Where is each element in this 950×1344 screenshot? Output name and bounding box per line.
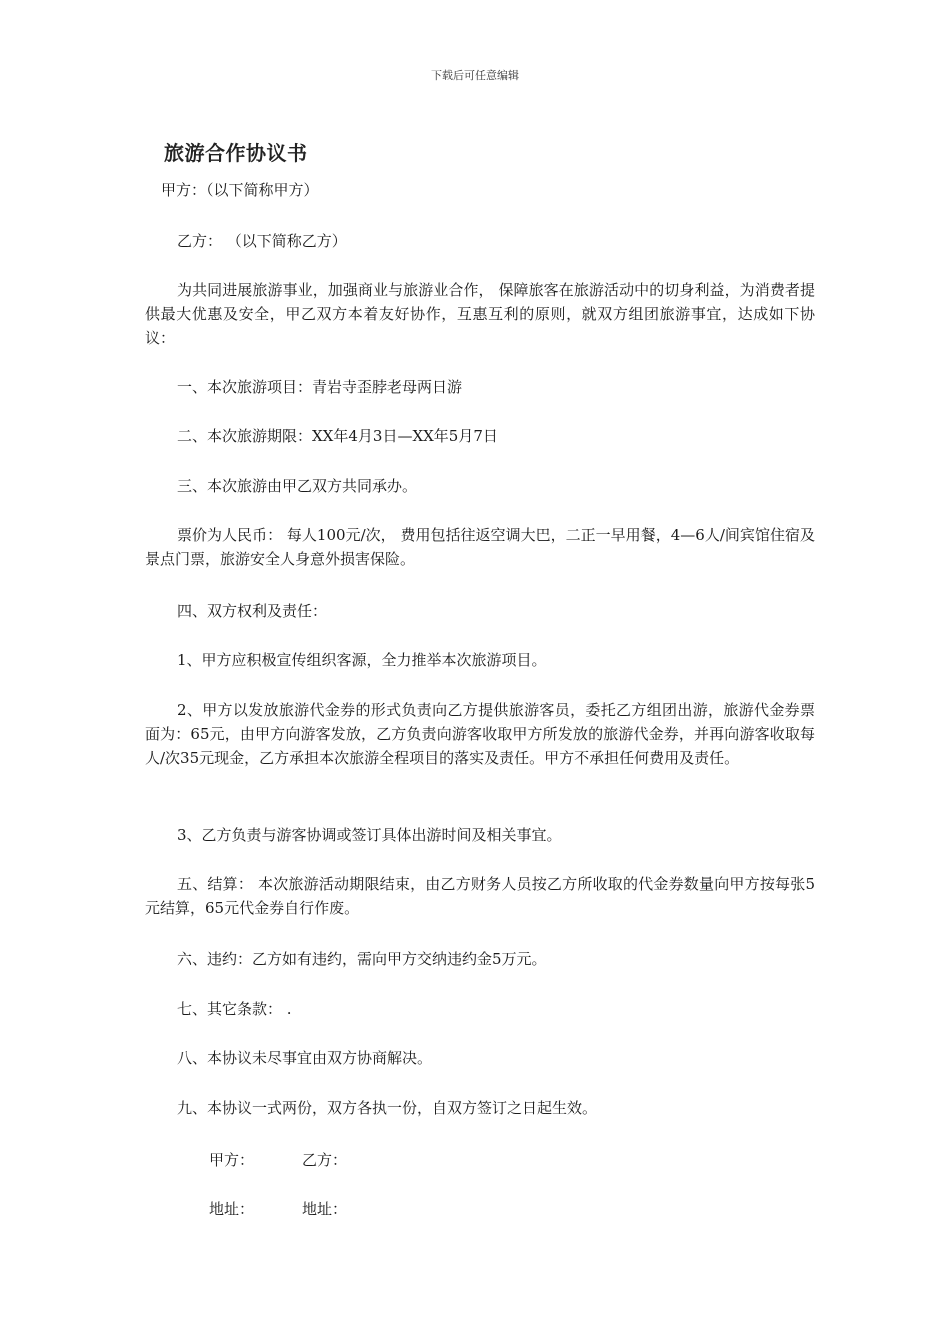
party-a-line: 甲方：（以下简称甲方） [161, 181, 319, 199]
intro-paragraph: 为共同进展旅游事业，加强商业与旅游业合作， 保障旅客在旅游活动中的切身利益，为消费者提供最大优惠及安全，甲乙双方本着友好协作，互惠互利的原则，就双方组团旅游事宜，达成如下协议： [145, 281, 815, 347]
document-title: 旅游合作协议书 [164, 141, 308, 165]
clause-3: 三、本次旅游由甲乙双方共同承办。 [177, 477, 418, 495]
clause-2: 二、本次旅游期限：XX年4月3日—XX年5月7日 [177, 427, 498, 445]
clause-7: 七、其它条款： . [177, 1000, 292, 1018]
party-b-signature-label: 乙方： [302, 1151, 348, 1169]
party-a-signature-label: 甲方： [209, 1151, 255, 1169]
clause-5: 五、结算： 本次旅游活动期限结束，由乙方财务人员按乙方所收取的代金券数量向甲方按每张5元结算，65元代金券自行作废。 [145, 875, 815, 917]
party-a-address-label: 地址： [209, 1200, 255, 1218]
clause-8: 八、本协议未尽事宜由双方协商解决。 [177, 1049, 433, 1067]
party-b-address-label: 地址： [302, 1200, 348, 1218]
clause-1: 一、本次旅游项目：青岩寺歪脖老母两日游 [177, 378, 463, 396]
clause-4-2: 2、甲方以发放旅游代金券的形式负责向乙方提供旅游客员，委托乙方组团出游，旅游代金券票面为：65元，由甲方向游客发放，乙方负责向游客收取甲方所发放的旅游代金券，并再向游客收取每人/次35元现金，乙方承担本次旅游全程项目的落实及责任。甲方不承担任何费用及责任。 [145, 701, 815, 767]
clause-4: 四、双方权利及责任： [177, 602, 328, 620]
header-note: 下载后可任意编辑 [431, 69, 519, 82]
clause-4-1: 1、甲方应积极宣传组织客源，全力推举本次旅游项目。 [177, 651, 547, 669]
clause-6: 六、违约：乙方如有违约，需向甲方交纳违约金5万元。 [177, 950, 547, 968]
price-paragraph: 票价为人民币： 每人100元/次， 费用包括往返空调大巴，二正一早用餐，4—6人/间宾馆住宿及景点门票，旅游安全人身意外损害保险。 [145, 526, 815, 568]
clause-4-3: 3、乙方负责与游客协调或签订具体出游时间及相关事宜。 [177, 826, 562, 844]
clause-9: 九、本协议一式两份，双方各执一份，自双方签订之日起生效。 [177, 1099, 598, 1117]
party-b-line: 乙方： （以下简称乙方） [177, 232, 347, 250]
signature-row [145, 1148, 815, 1172]
address-row [145, 1197, 815, 1221]
